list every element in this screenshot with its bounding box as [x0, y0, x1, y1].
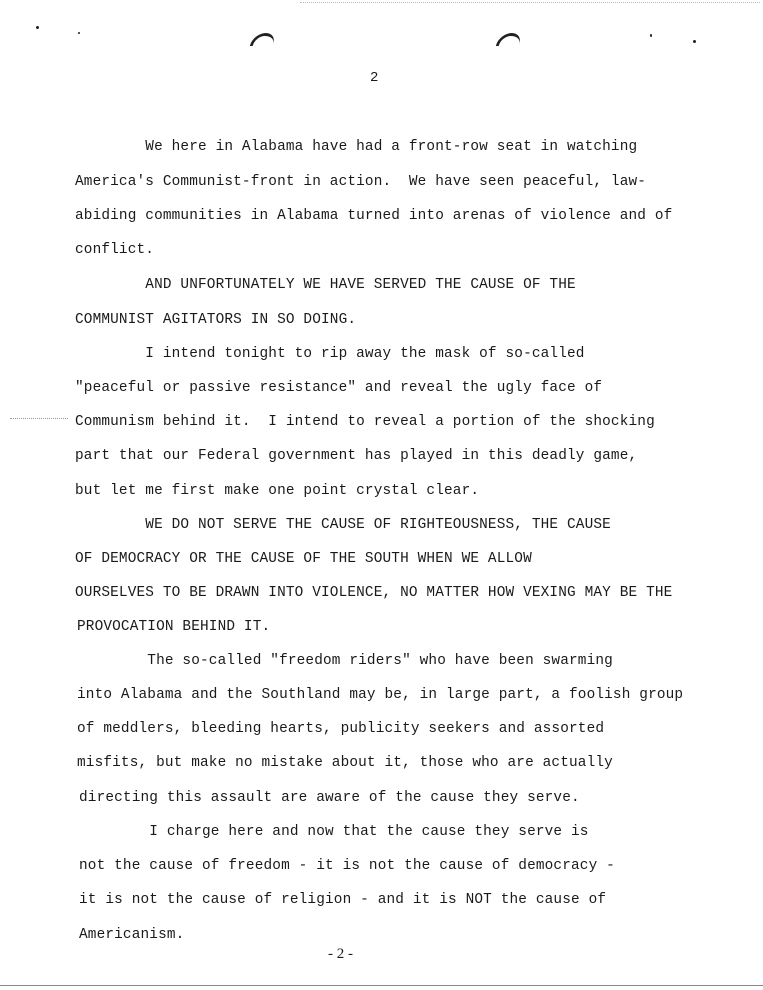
text-line: COMMUNIST AGITATORS IN SO DOING.	[75, 312, 357, 328]
scan-artifact-dotted-line	[300, 2, 760, 5]
text-line: but let me first make one point crystal clear.	[75, 483, 480, 499]
text-line: of meddlers, bleeding hearts, publicity seekers and assorted	[77, 721, 605, 737]
text-line: directing this assault are aware of the cause they serve.	[79, 790, 580, 806]
text-line: misfits, but make no mistake about it, those who are actually	[77, 755, 613, 771]
page-number-top: 2	[370, 70, 379, 86]
scan-artifact-bottom-line	[0, 985, 763, 987]
text-line: We here in Alabama have had a front-row seat in watching	[75, 139, 638, 155]
text-line: The so-called "freedom riders" who have been swarming	[77, 653, 613, 669]
scan-speck	[650, 34, 652, 37]
text-line: AND UNFORTUNATELY WE HAVE SERVED THE CAUSE OF THE	[75, 277, 576, 293]
scan-speck	[78, 32, 80, 34]
text-line: into Alabama and the Southland may be, in large part, a foolish group	[77, 687, 684, 703]
text-line: Americanism.	[79, 927, 185, 943]
text-line: "peaceful or passive resistance" and reveal the ugly face of	[75, 380, 603, 396]
text-line: Communism behind it. I intend to reveal a portion of the shocking	[75, 414, 655, 430]
text-line: I intend tonight to rip away the mask of so-called	[75, 346, 585, 362]
text-line: I charge here and now that the cause they serve is	[79, 824, 589, 840]
text-line: OF DEMOCRACY OR THE CAUSE OF THE SOUTH WHEN WE ALLOW	[75, 551, 532, 567]
scan-speck	[36, 26, 39, 29]
hole-punch-mark-left	[250, 33, 278, 46]
text-line: PROVOCATION BEHIND IT.	[77, 619, 271, 635]
text-line: abiding communities in Alabama turned into arenas of violence and of	[75, 208, 673, 224]
text-line: WE DO NOT SERVE THE CAUSE OF RIGHTEOUSNESS, THE CAUSE	[75, 517, 611, 533]
text-line: not the cause of freedom - it is not the cause of democracy -	[79, 858, 615, 874]
text-line: OURSELVES TO BE DRAWN INTO VIOLENCE, NO MATTER HOW VEXING MAY BE THE	[75, 585, 673, 601]
text-line: America's Communist-front in action. We have seen peaceful, law-	[75, 174, 647, 190]
hole-punch-mark-right	[496, 33, 524, 46]
text-line: it is not the cause of religion - and it is NOT the cause of	[79, 892, 607, 908]
text-line: conflict.	[75, 242, 155, 258]
scan-speck	[693, 40, 696, 43]
text-line: part that our Federal government has played in this deadly game,	[75, 448, 638, 464]
scan-artifact-left-margin	[10, 418, 68, 421]
page-number-bottom: - 2 -	[328, 946, 353, 962]
